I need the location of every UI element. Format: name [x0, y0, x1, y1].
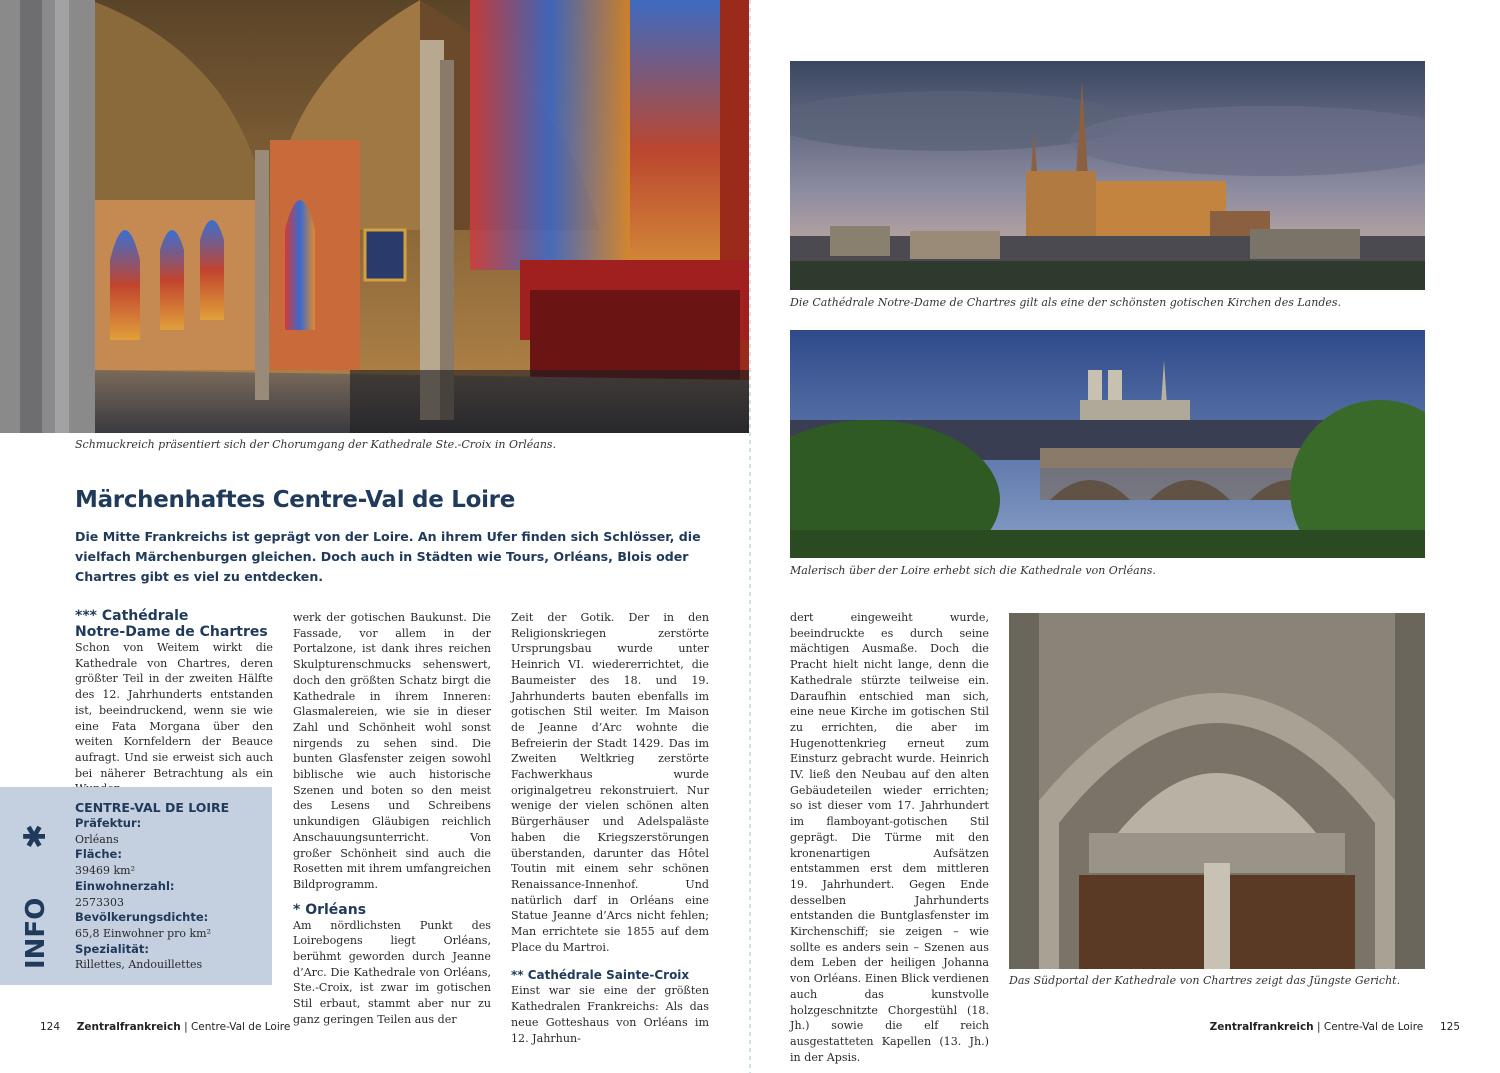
footer-separator: |	[184, 1021, 188, 1033]
info-item: Bevölkerungsdichte: 65,8 Einwohner pro km²	[75, 910, 212, 940]
info-title: CENTRE-VAL DE LOIRE	[75, 800, 230, 815]
footer-separator: |	[1317, 1021, 1321, 1033]
orleans-illustration	[790, 330, 1425, 558]
page-number: 125	[1439, 1021, 1460, 1033]
text-column-4	[790, 610, 989, 1065]
body-text: dert eingeweiht wurde, beeindruckte es durch seine mächtigen Ausmaße. Doch die Pracht hielt nicht lange, denn die Kathedrale stürzte teilweise ein. Daraufhin entschied man sich, eine neue Kirche im gotischen Stil zu errichten, die aber im Hugenottenkrieg erneut zum Einsturz gebracht wurde. Heinrich IV. ließ den Neubau auf den alten Gebäudeteilen wieder errichten; so ist dieser vom 17. Jahrhundert im flamboyant-gotischen Stil geprägt. Die Türme mit den kronenartigen Aufsätzen entstammen erst dem mittleren 19. Jahrhundert. Gegen Ende desselben Jahrhunderts entstanden die Buntglasfenster im Kirchenschiff; sie zeigen – wie sollte es anders sein – Szenen aus dem Leben der heiligen Johanna von Orléans. Einen Blick verdienen auch das kunstvolle holzgeschnitzte Chorgestühl (18. Jh.) sowie die elf reich ausgestatteten Kapellen (13. Jh.) in der Apsis.	[790, 611, 989, 1064]
section-heading-orleans: * Orléans	[293, 901, 367, 918]
info-box	[0, 787, 272, 985]
photo-caption-portal: Das Südportal der Kathedrale von Chartres zeigt das Jüngste Gericht.	[1009, 974, 1401, 987]
text-column-1	[75, 608, 273, 797]
photo-caption-orleans: Malerisch über der Loire erhebt sich die Kathedrale von Orléans.	[790, 564, 1156, 577]
heading-line-2: Notre-Dame de Chartres	[75, 624, 268, 640]
page-footer-right	[1210, 1021, 1460, 1033]
info-item: Einwohnerzahl: 2573303	[75, 878, 175, 909]
info-content	[75, 800, 265, 973]
body-text: Zeit der Gotik. Der in den Religionskriegen zerstörte Ursprungsbau wurde unter Heinrich VI. wiedererrichtet, die Baumeister des 18. und 19. Jahrhunderts bauten ebenfalls im gotischen Stil weiter. Im Maison de Jeanne d’Arc wohnte die Befreierin der Stadt 1429. Das im Zweiten Weltkrieg zerstörte Fachwerkhaus wurde originalgetreu rekonstruiert. Nur wenige der vielen schönen alten Bürgerhäuser und Adelspaläste haben die Kriegszerstörungen überstanden, darunter das Hôtel Toutin mit einem sehr schönen Renaissance-Innenhof. Und natürlich darf in Orléans eine Statue Jeanne d’Arcs nicht fehlen; Man errichtete sie 1855 auf dem Place du Martroi.	[511, 611, 709, 954]
footer-section: Zentralfrankreich	[1209, 1021, 1314, 1033]
portal-illustration	[1009, 613, 1425, 969]
rating-stars: ***	[75, 608, 97, 624]
section-heading-sainte-croix: ** Cathédrale Sainte-Croix	[511, 968, 690, 983]
info-item: Spezialität: Rillettes, Andouillettes	[75, 941, 203, 972]
lead-paragraph: Die Mitte Frankreichs ist geprägt von der Loire. An ihrem Ufer finden sich Schlösser, die vielfach Märchenburgen gleichen. Doch auch in Städten wie Tours, Orléans, Blois oder Chartres gibt es viel zu entdecken.	[75, 529, 701, 584]
body-text: Schon von Weitem wirkt die Kathedrale von Chartres, deren größter Teil in der zweiten Hälfte des 12. Jahrhunderts entstanden ist, beeindruckend, wenn sie wie eine Fata Morgana über den weiten Kornfeldern der Beauce aufragt. Und sie erweist sich auch bei näherer Betrachtung als ein	[75, 641, 273, 780]
body-text: Am nördlichsten Punkt des Loirebogens liegt Orléans, berühmt geworden durch Jeanne d’Arc. Die Kathedrale von Orléans, Ste.-Croix, ist zwar im gotischen Stil erbaut, stammt aber nur zu ganz geringen Teilen aus der	[293, 918, 491, 1026]
info-item: Fläche: 39469 km²	[75, 847, 135, 878]
footer-section: Zentralfrankreich	[76, 1021, 181, 1033]
footer-region: Centre-Val de Loire	[190, 1021, 291, 1033]
photo-south-portal	[1009, 613, 1425, 969]
photo-chartres-skyline	[790, 61, 1425, 290]
info-item: Präfektur: Orléans	[75, 816, 142, 846]
section-heading-chartres	[75, 608, 273, 640]
interior-illustration	[0, 0, 749, 433]
photo-caption-interior: Schmuckreich präsentiert sich der Chorumgang der Kathedrale Ste.-Croix in Orléans.	[75, 438, 557, 451]
info-tab	[14, 801, 54, 971]
page-footer-left	[40, 1021, 290, 1033]
photo-caption-chartres: Die Cathédrale Notre-Dame de Chartres gilt als eine der schönsten gotischen Kirchen des Landes.	[790, 296, 1342, 309]
spread-gutter	[749, 0, 751, 1073]
body-text: werk der gotischen Baukunst. Die Fassade, vor allem in der Portalzone, ist dank ihres reichen Skulpturenschmucks sehenswert, doch den größten Schatz birgt die Kathedrale in ihrem Inneren: Glasmalereien, wie sie in dieser Zahl und Schönheit wohl sonst nirgends zu sehen sind. Die bunten Glasfenster zeigen sowohl biblische wie auch historische Szenen und boten so den meist des Lesens und Schreibens unkundigen Gläubigen reichlich Anschauungsunterricht. Von großer Schönheit sind auch die Rosetten mit ihrem umfangreichen Bildprogramm.	[293, 611, 491, 891]
page-number: 124	[40, 1021, 61, 1033]
page-title: Märchenhaftes Centre-Val de Loire	[75, 487, 515, 513]
heading-line-1: Cathédrale	[101, 608, 189, 624]
photo-orleans-bridge	[790, 330, 1425, 558]
footer-region: Centre-Val de Loire	[1323, 1021, 1424, 1033]
text-column-3	[511, 610, 709, 1046]
body-text: Einst war sie eine der größten Kathedralen Frankreichs: Als das neue Gotteshaus von Orléans im 12. Jahrhun-	[511, 984, 709, 1045]
asterisk-icon: ✱	[18, 823, 53, 849]
info-tab-label: INFO	[21, 897, 51, 969]
photo-cathedral-interior	[0, 0, 749, 433]
chartres-illustration	[790, 61, 1425, 290]
text-column-2	[293, 610, 491, 1028]
